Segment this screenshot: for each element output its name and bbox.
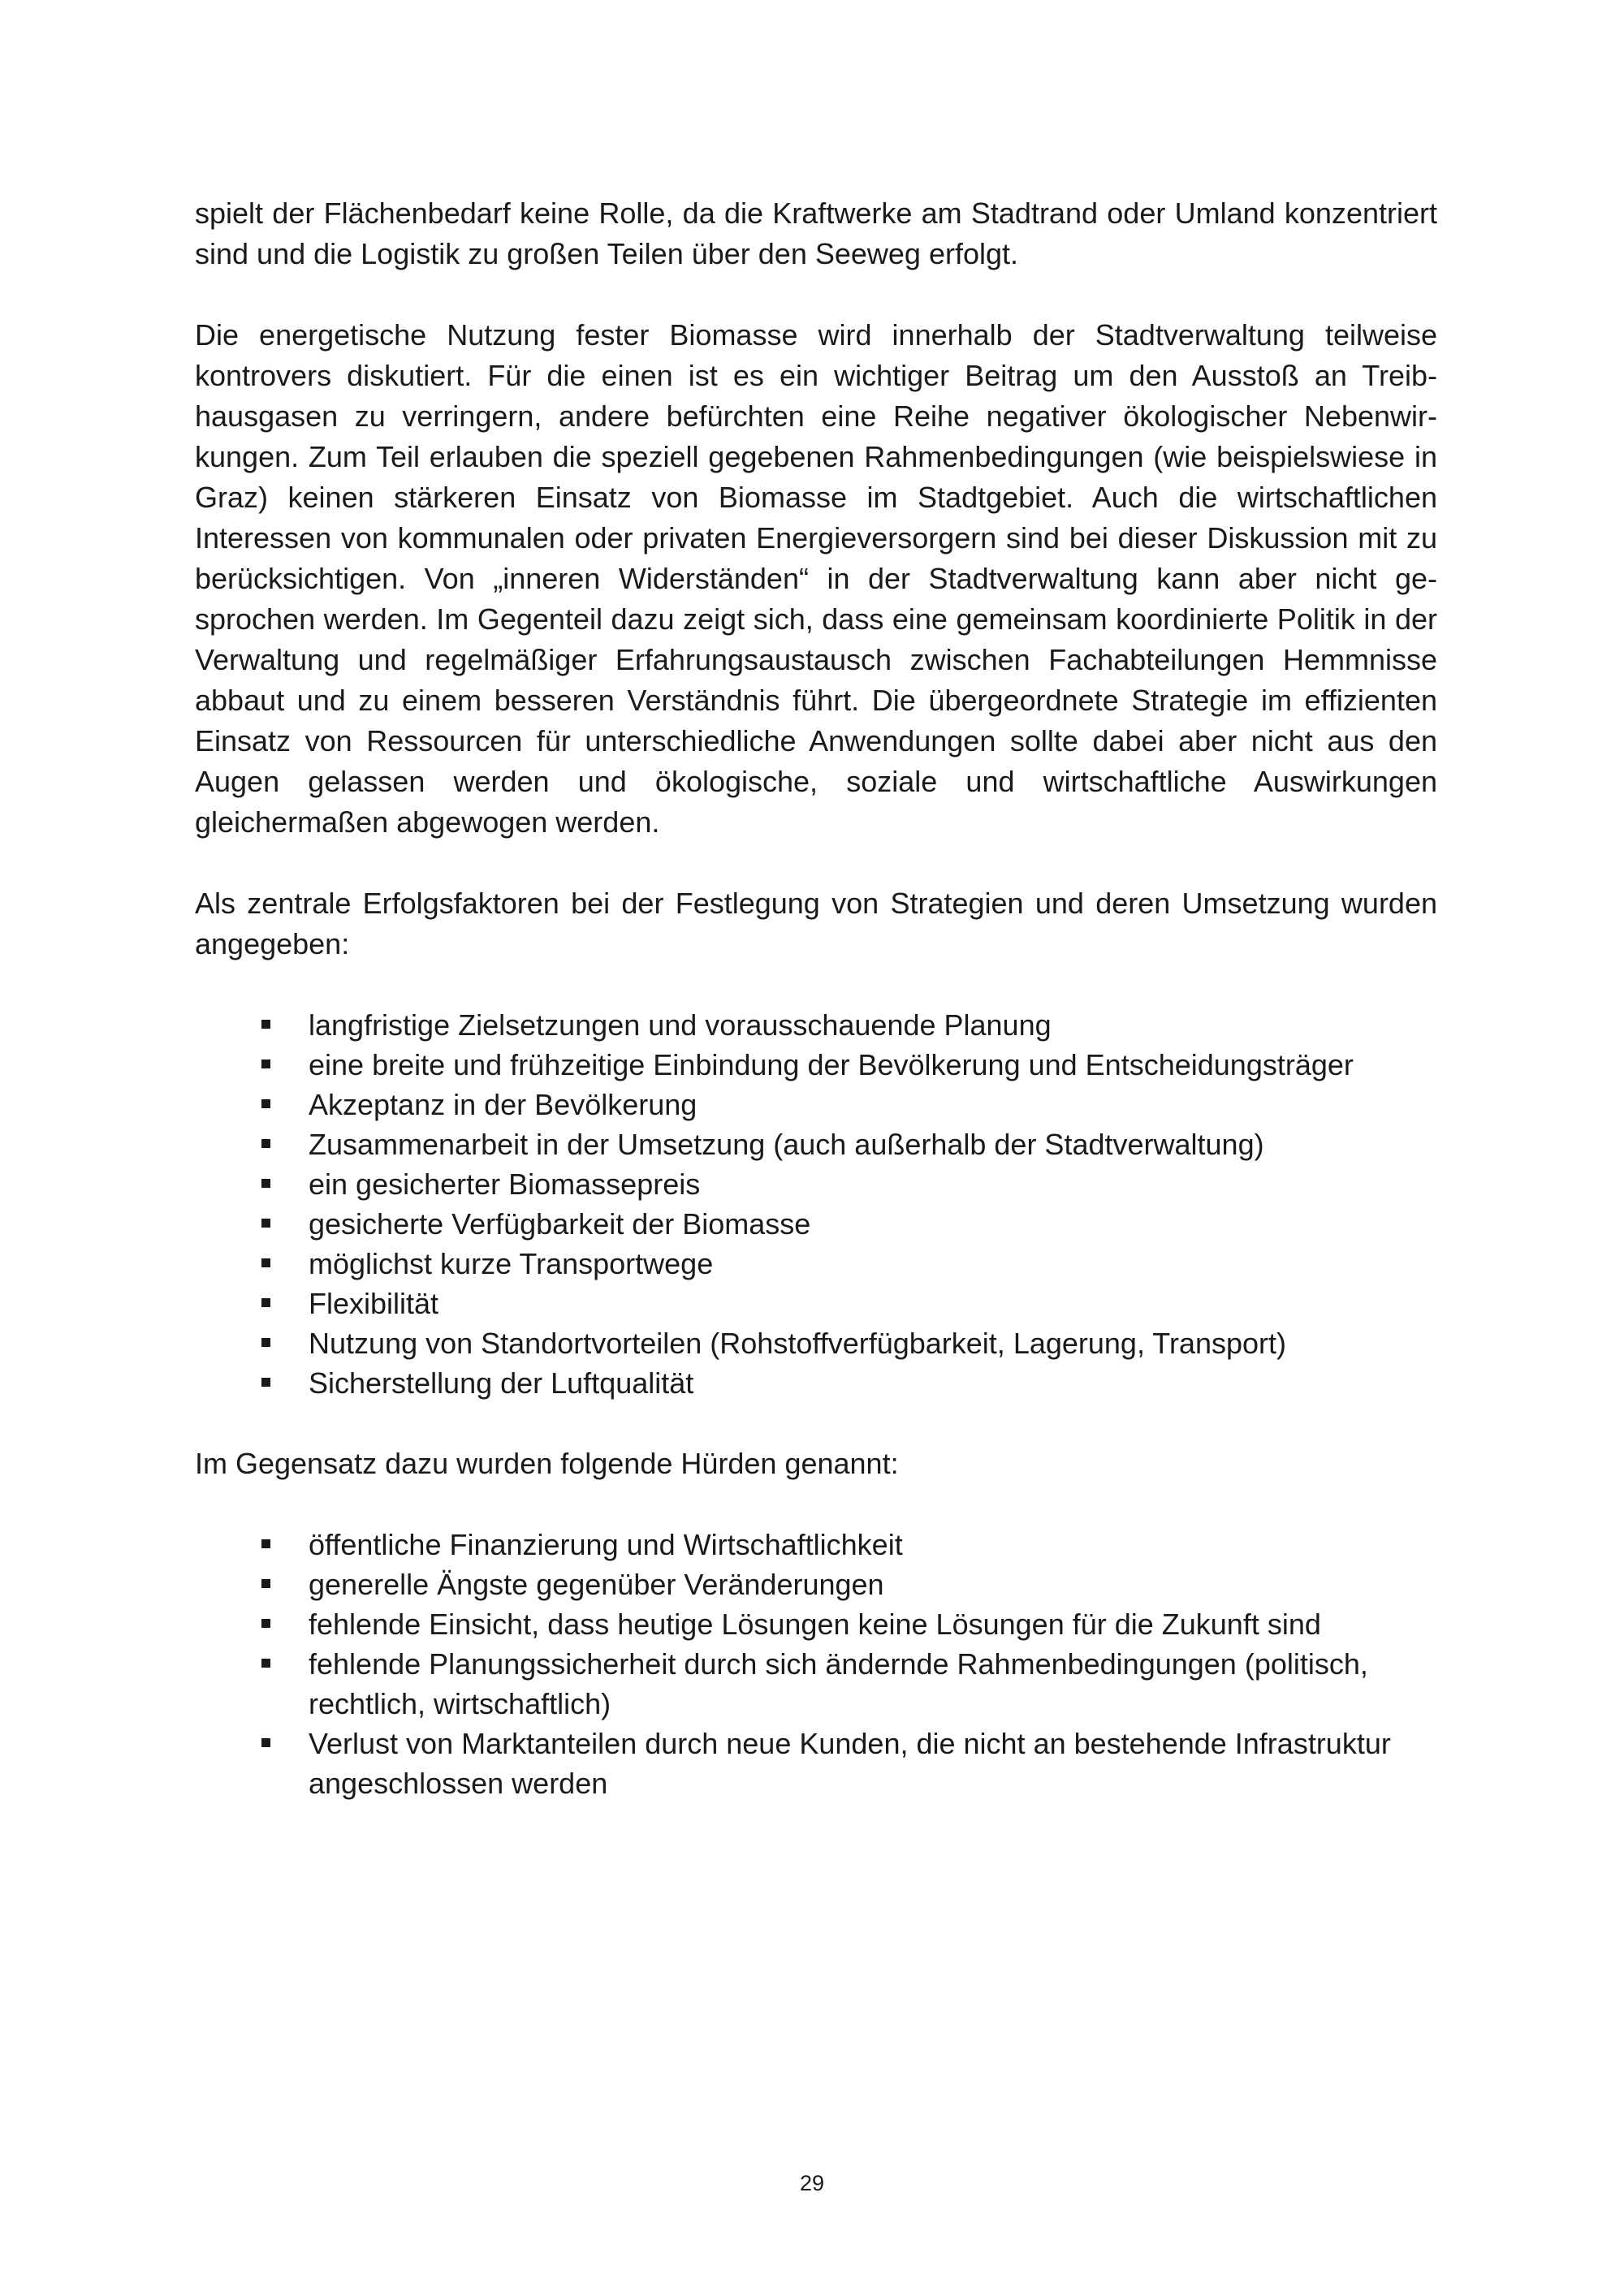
list-item (195, 1363, 1437, 1403)
square-bullet-icon (261, 1619, 270, 1628)
list-item (195, 1604, 1437, 1644)
square-bullet-icon (261, 1579, 270, 1588)
list-item (195, 1323, 1437, 1363)
success-factors-intro: Als zentrale Erfolgsfaktoren bei der Festlegung von Strategien und deren Umsetzung wurden angegeben: (195, 887, 1437, 960)
list-item (195, 1005, 1437, 1045)
square-bullet-icon (261, 1060, 270, 1068)
list-item (195, 1284, 1437, 1323)
square-bullet-icon (261, 1139, 270, 1148)
list-item (195, 1525, 1437, 1564)
list-item-text: gesicherte Verfügbarkeit der Biomasse (309, 1207, 811, 1241)
list-item (195, 1244, 1437, 1284)
list-item-text: Sicherstellung der Luftqualität (309, 1366, 694, 1400)
list-item-text: möglichst kurze Transportwege (309, 1247, 714, 1280)
list-item-text: fehlende Planungssicherheit durch sich ändernde Rahmenbedingungen (politisch, rechtlich, wirtschaftlich) (309, 1647, 1368, 1720)
paragraph-biomass-debate: Die energetische Nutzung fester Biomasse wird innerhalb der Stadtverwaltung teilweise kontrovers diskutiert. Für die einen ist es ein wichtiger Beitrag um den Ausstoß an Treibhausgasen zu verringern, andere befürchten eine Reihe negativer ökologischer Nebenwirkungen. Zum Teil erlauben die speziell gegebenen Rahmenbedingungen (wie beispielswiese in Graz) keinen stärkeren Einsatz von Biomasse im Stadtgebiet. Auch die wirtschaftlichen Interessen von kommunalen oder privaten Energieversorgern sind bei dieser Diskussion mit zu berücksichtigen. Von „inneren Widerständen“ in der Stadtverwaltung kann aber nicht gesprochen werden. Im Gegenteil dazu zeigt sich, dass eine gemeinsam koordinierte Politik in der Verwaltung und regelmäßiger Erfahrungsaustausch zwischen Fachabteilungen Hemmnisse abbaut und zu einem besseren Verständnis führt. Die übergeordnete Strategie im effizienten Einsatz von Ressourcen für unterschiedliche Anwendungen sollte dabei aber nicht aus den Augen gelassen werden und ökologische, soziale und wirtschaftliche Auswirkungen gleichermaßen abgewogen werden. (195, 318, 1437, 839)
list-item-text: Flexibilität (309, 1287, 439, 1320)
paragraph-land-use: spielt der Flächenbedarf keine Rolle, da die Kraftwerke am Stadtrand oder Umland konzentriert sind und die Logistik zu großen Teilen über den Seeweg erfolgt. (195, 196, 1437, 270)
list-item-text: ein gesicherter Biomassepreis (309, 1167, 701, 1201)
list-item-text: Akzeptanz in der Bevölkerung (309, 1088, 698, 1121)
success-factors-list (195, 1005, 1437, 1403)
list-item (195, 1724, 1437, 1803)
square-bullet-icon (261, 1338, 270, 1347)
list-item (195, 1085, 1437, 1124)
square-bullet-icon (261, 1020, 270, 1029)
square-bullet-icon (261, 1378, 270, 1387)
hurdles-intro: Im Gegensatz dazu wurden folgende Hürden genannt: (195, 1447, 899, 1480)
list-item (195, 1644, 1437, 1724)
list-item-text: öffentliche Finanzierung und Wirtschaftlichkeit (309, 1528, 903, 1561)
square-bullet-icon (261, 1258, 270, 1267)
list-item-text: Nutzung von Standortvorteilen (Rohstoffverfügbarkeit, Lagerung, Transport) (309, 1327, 1287, 1360)
square-bullet-icon (261, 1539, 270, 1548)
list-item (195, 1564, 1437, 1604)
list-item (195, 1045, 1437, 1085)
page-number: 29 (799, 2171, 825, 2195)
list-item-text: generelle Ängste gegenüber Veränderungen (309, 1568, 884, 1601)
list-item (195, 1204, 1437, 1244)
list-item-text: fehlende Einsicht, dass heutige Lösungen keine Lösungen für die Zukunft sind (309, 1608, 1321, 1641)
list-item-text: langfristige Zielsetzungen und vorausschauende Planung (309, 1008, 1052, 1042)
page-body (195, 193, 1437, 1844)
list-item-text: eine breite und frühzeitige Einbindung der Bevölkerung und Entscheidungsträger (309, 1048, 1354, 1081)
list-item-text: Zusammenarbeit in der Umsetzung (auch außerhalb der Stadtverwaltung) (309, 1128, 1264, 1161)
square-bullet-icon (261, 1659, 270, 1668)
square-bullet-icon (261, 1298, 270, 1307)
list-item-text: Verlust von Marktanteilen durch neue Kunden, die nicht an bestehende Infrastruktur angeschlossen werden (309, 1727, 1391, 1800)
square-bullet-icon (261, 1219, 270, 1228)
list-item (195, 1164, 1437, 1204)
hurdles-list (195, 1525, 1437, 1803)
square-bullet-icon (261, 1099, 270, 1108)
square-bullet-icon (261, 1179, 270, 1188)
list-item (195, 1124, 1437, 1164)
square-bullet-icon (261, 1738, 270, 1747)
